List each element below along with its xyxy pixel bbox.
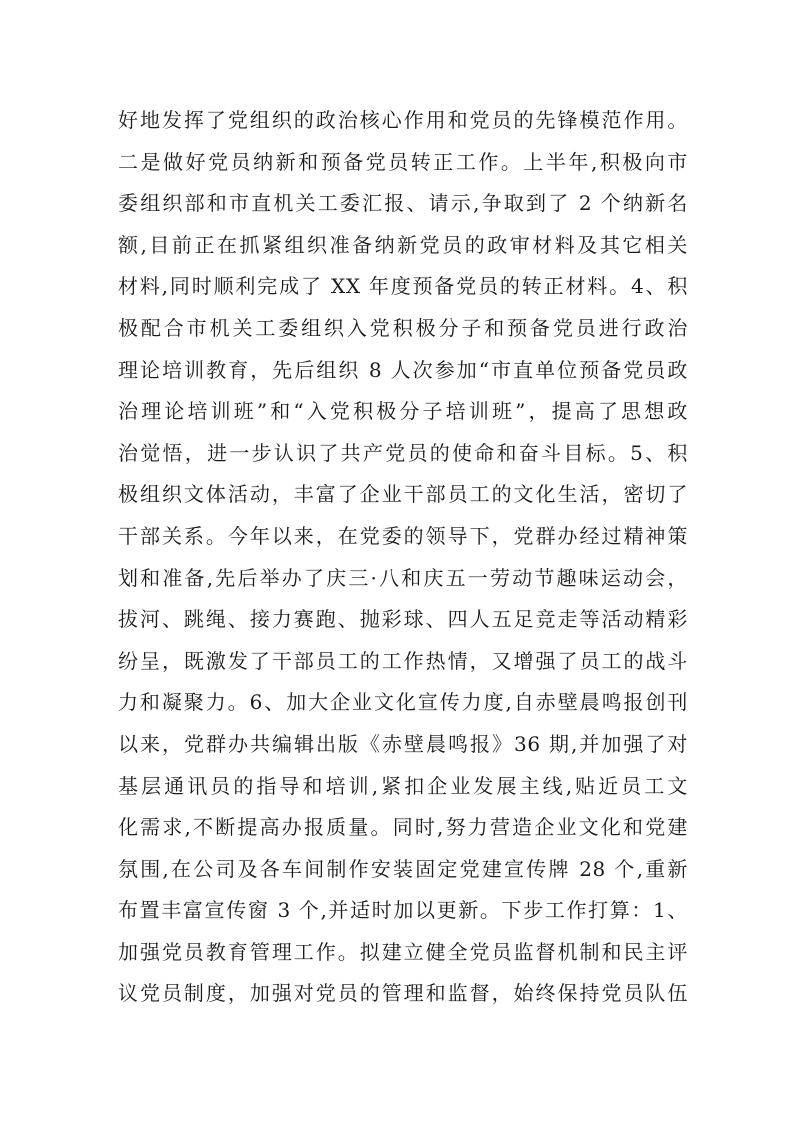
text-line: 理论培训教育，先后组织 8 人次参加“市直单位预备党员政 (118, 357, 688, 382)
text-line: 布置丰富宣传窗 3 个,并适时加以更新。下步工作打算：1、 (118, 898, 688, 923)
text-line: 化需求,不断提高办报质量。同时,努力营造企业文化和党建 (118, 815, 688, 840)
text-line: 基层通讯员的指导和培训,紧扣企业发展主线,贴近员工文 (118, 773, 688, 798)
body-text (118, 100, 688, 1015)
text-line: 治觉悟，进一步认识了共产党员的使命和奋斗目标。5、积 (118, 440, 688, 465)
text-line: 拔河、跳绳、接力赛跑、抛彩球、四人五足竞走等活动精彩 (118, 607, 688, 632)
text-line: 二是做好党员纳新和预备党员转正工作。上半年,积极向市 (118, 149, 688, 174)
text-line: 极配合市机关工委组织入党积极分子和预备党员进行政治 (118, 315, 688, 340)
text-line: 划和准备,先后举办了庆三·八和庆五一劳动节趣味运动会， (118, 565, 688, 590)
text-line: 纷呈，既激发了干部员工的工作热情，又增强了员工的战斗 (118, 648, 688, 673)
text-line: 极组织文体活动，丰富了企业干部员工的文化生活，密切了 (118, 482, 688, 507)
text-line: 氛围,在公司及各车间制作安装固定党建宣传牌 28 个,重新 (118, 856, 688, 881)
text-line: 干部关系。今年以来，在党委的领导下，党群办经过精神策 (118, 523, 688, 548)
text-line: 治理论培训班”和“入党积极分子培训班”，提高了思想政 (118, 399, 688, 424)
text-line: 力和凝聚力。6、加大企业文化宣传力度,自赤壁晨鸣报创刊 (118, 690, 688, 715)
text-line: 以来，党群办共编辑出版《赤壁晨鸣报》36 期,并加强了对 (118, 731, 688, 756)
text-line: 委组织部和市直机关工委汇报、请示,争取到了 2 个纳新名 (118, 191, 688, 216)
text-line: 加强党员教育管理工作。拟建立健全党员监督机制和民主评 (118, 939, 688, 964)
text-line: 额,目前正在抓紧组织准备纳新党员的政审材料及其它相关 (118, 232, 688, 257)
text-line: 好地发挥了党组织的政治核心作用和党员的先锋模范作用。 (118, 108, 688, 132)
text-line: 材料,同时顺利完成了 XX 年度预备党员的转正材料。4、积 (118, 274, 688, 299)
text-line: 议党员制度，加强对党员的管理和监督，始终保持党员队伍 (118, 981, 688, 1006)
